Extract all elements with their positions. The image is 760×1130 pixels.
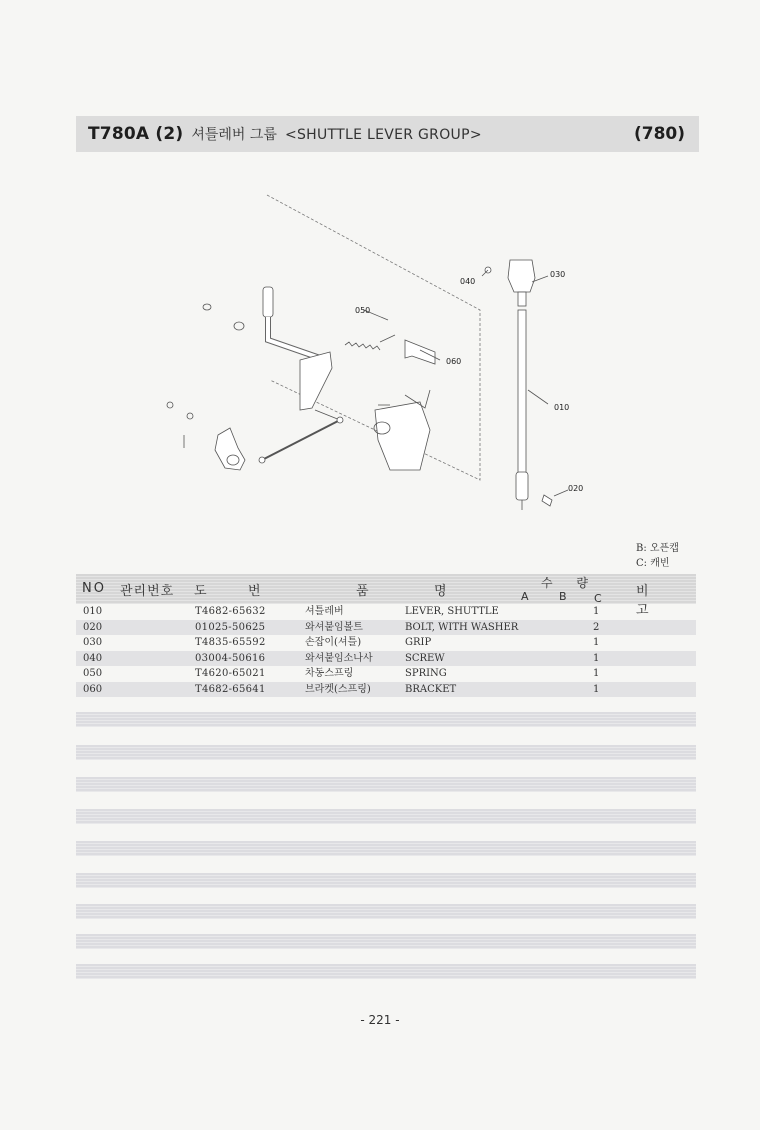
callout-060: 060 bbox=[446, 357, 462, 366]
empty-row-stripe bbox=[76, 777, 696, 792]
cell-qty: 1 bbox=[593, 683, 600, 695]
empty-row-stripe bbox=[76, 712, 696, 727]
cell-drawing-no: T4620-65021 bbox=[195, 668, 266, 679]
legend-c: C: 캐빈 bbox=[636, 558, 670, 569]
cell-qty: 1 bbox=[593, 652, 600, 664]
cell-qty: 1 bbox=[593, 668, 600, 679]
empty-row-stripe bbox=[76, 809, 696, 824]
table-row bbox=[76, 666, 696, 682]
callout-010: 010 bbox=[554, 403, 570, 412]
cell-name-en: SPRING bbox=[405, 668, 447, 679]
callout-020: 020 bbox=[568, 484, 584, 493]
header-qty-c: C bbox=[594, 592, 602, 605]
cell-name-en: LEVER, SHUTTLE bbox=[405, 606, 499, 617]
header-title-group bbox=[88, 124, 482, 144]
cell-qty: 1 bbox=[593, 637, 600, 648]
header-qty-a: A bbox=[521, 590, 529, 603]
empty-row-stripe bbox=[76, 934, 696, 949]
cell-drawing-no: T4835-65592 bbox=[195, 637, 266, 648]
legend bbox=[636, 541, 679, 571]
exploded-parts-diagram bbox=[150, 180, 610, 540]
table-row bbox=[76, 604, 696, 620]
empty-row-stripe bbox=[76, 841, 696, 856]
cell-name-kr: 차동스프링 bbox=[305, 668, 354, 679]
cell-no: 020 bbox=[83, 621, 103, 633]
cell-drawing-no: T4682-65641 bbox=[195, 683, 266, 695]
bracket-shape bbox=[405, 340, 435, 364]
header-remark: 비 고 bbox=[636, 584, 671, 618]
grip-shape bbox=[508, 260, 535, 292]
cell-name-en: BRACKET bbox=[405, 683, 457, 695]
table-row bbox=[76, 682, 696, 698]
model-code: T780A (2) bbox=[88, 124, 184, 144]
table-row bbox=[76, 651, 696, 667]
cell-no: 010 bbox=[83, 606, 103, 617]
mounting-plane-outline bbox=[267, 195, 480, 480]
bolt-shape bbox=[542, 495, 552, 506]
cell-name-kr: 셔틀레버 bbox=[305, 606, 344, 617]
header-name-1: 품 bbox=[356, 584, 369, 599]
cell-drawing-no: 01025-50625 bbox=[195, 621, 266, 633]
group-name-korean: 셔틀레버 그룹 bbox=[191, 127, 277, 143]
empty-row-stripe bbox=[76, 745, 696, 760]
header-drawing-no-1: 도 bbox=[194, 584, 207, 599]
cell-name-kr: 와셔붙임소나사 bbox=[305, 652, 373, 664]
group-name-english: <SHUTTLE LEVER GROUP> bbox=[284, 127, 482, 143]
cell-name-en: GRIP bbox=[405, 637, 432, 648]
cell-no: 030 bbox=[83, 637, 103, 648]
cell-no: 050 bbox=[83, 668, 103, 679]
header-management-no: 관리번호 bbox=[120, 584, 175, 599]
cell-name-kr: 와셔붙임볼트 bbox=[305, 621, 363, 633]
header-no: NO bbox=[82, 581, 106, 596]
parts-table bbox=[76, 574, 696, 697]
header-name-2: 명 bbox=[434, 584, 447, 599]
cell-name-kr: 브라켓(스프링) bbox=[305, 683, 371, 695]
cell-name-en: SCREW bbox=[405, 652, 445, 664]
cell-no: 040 bbox=[83, 652, 103, 664]
table-row bbox=[76, 620, 696, 636]
header-qty-b: B bbox=[559, 590, 567, 603]
legend-b: B: 오픈캡 bbox=[636, 543, 679, 554]
table-row bbox=[76, 635, 696, 651]
empty-row-stripe bbox=[76, 904, 696, 919]
lever-rod-shape bbox=[518, 310, 526, 480]
page-header bbox=[76, 116, 699, 152]
callout-050: 050 bbox=[355, 306, 371, 315]
cell-name-kr: 손잡이(셔틀) bbox=[305, 637, 362, 648]
empty-row-stripe bbox=[76, 873, 696, 888]
cell-drawing-no: T4682-65632 bbox=[195, 606, 266, 617]
cell-no: 060 bbox=[83, 683, 103, 695]
cell-name-en: BOLT, WITH WASHER bbox=[405, 621, 519, 633]
callout-030: 030 bbox=[550, 270, 566, 279]
header-drawing-no-2: 번 bbox=[248, 584, 261, 599]
cell-qty: 1 bbox=[593, 606, 600, 617]
group-number: (780) bbox=[633, 124, 685, 144]
callout-040: 040 bbox=[460, 277, 476, 286]
header-quantity: 수 량 bbox=[541, 576, 598, 590]
diagram-svg bbox=[150, 180, 610, 540]
cell-qty: 2 bbox=[593, 621, 600, 633]
empty-row-stripe bbox=[76, 964, 696, 979]
page-number: - 221 - bbox=[360, 1013, 400, 1027]
spring-shape bbox=[345, 342, 380, 350]
cell-drawing-no: 03004-50616 bbox=[195, 652, 266, 664]
